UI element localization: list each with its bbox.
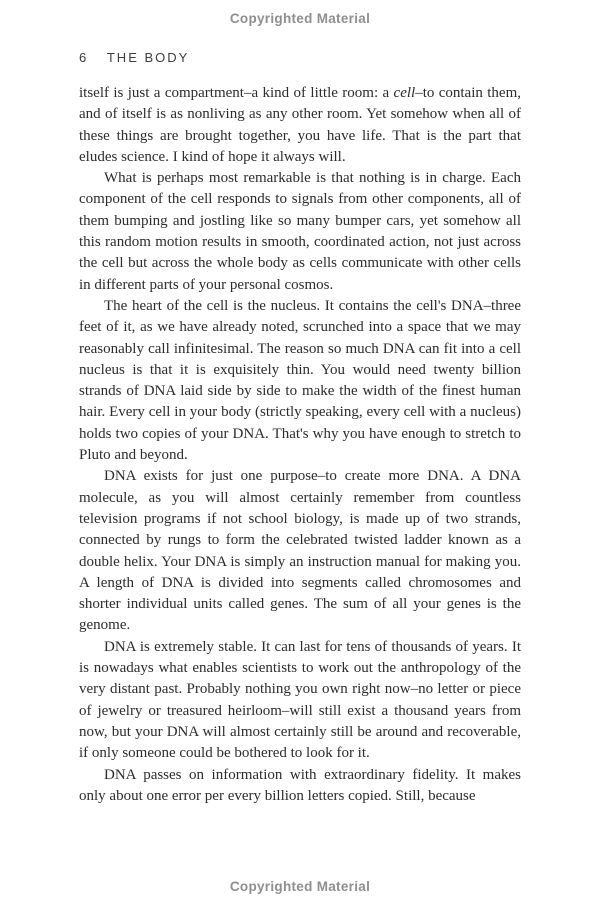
text-segment: DNA is extremely stable. It can last for tens of thousands of years. It is nowadays what enables scientists to work out the anthropology of the very distant past. Probably nothing you own right now–no letter or piece of jewelry or treasured heirloom–will still exist a thousand years from now, but your DNA will almost certainly still be around and recoverable, if only someone could be bothered to look for it.	[79, 638, 521, 762]
text-segment: DNA exists for just one purpose–to create more DNA. A DNA molecule, as you will almost certainly remember from countless television programs if not school biology, is made up of two strands, connected by rungs to form the celebrated twisted ladder known as a double helix. Your DNA is simply an instruction manual for making you. A length of DNA is divided into segments called chromosomes and shorter individual units called genes. The sum of all your genes is the genome.	[79, 468, 521, 634]
paragraph	[79, 466, 521, 636]
paragraph	[79, 296, 521, 466]
paragraph	[79, 637, 521, 765]
copyright-watermark-bottom: Copyrighted Material	[229, 879, 371, 894]
body-text	[79, 83, 521, 807]
page-number: 6	[79, 50, 89, 65]
paragraph	[79, 168, 521, 296]
text-segment: The heart of the cell is the nucleus. It contains the cell's DNA–three feet of it, as we have already noted, scrunched into a space that we may reasonably call infinitesimal. The reason so much DNA can fit into a cell nucleus is that it is exquisitely thin. You would need twenty billion strands of DNA laid side by side to make the width of the finest human hair. Every cell in your body (strictly speaking, every cell with a nucleus) holds two copies of your DNA. That's why you have enough to stretch to Pluto and beyond.	[79, 297, 521, 464]
text-segment: What is perhaps most remarkable is that nothing is in charge. Each component of the cell responds to signals from other components, all of them bumping and jostling like so many bumper cars, yet somehow all this random motion results in smooth, coordinated action, not just across the cell but across the whole body as cells communicate with other cells in different parts of your personal cosmos.	[79, 170, 521, 293]
text-segment: –to contain them, and of itself is as nonliving as any other room. Yet somehow when all of these things are brought together, you have life. That is the part that eludes science. I kind of hope it always will.	[79, 85, 521, 165]
italic-text: cell	[393, 85, 416, 101]
paragraph	[79, 83, 521, 168]
text-segment: DNA passes on information with extraordinary fidelity. It makes only about one error per every billion letters copied. Still, because	[79, 766, 521, 804]
running-header	[79, 50, 189, 65]
text-segment: itself is just a compartment–a kind of little room: a	[79, 85, 394, 101]
copyright-watermark-top: Copyrighted Material	[229, 11, 371, 26]
book-title: THE BODY	[106, 50, 190, 65]
paragraph	[79, 765, 521, 808]
